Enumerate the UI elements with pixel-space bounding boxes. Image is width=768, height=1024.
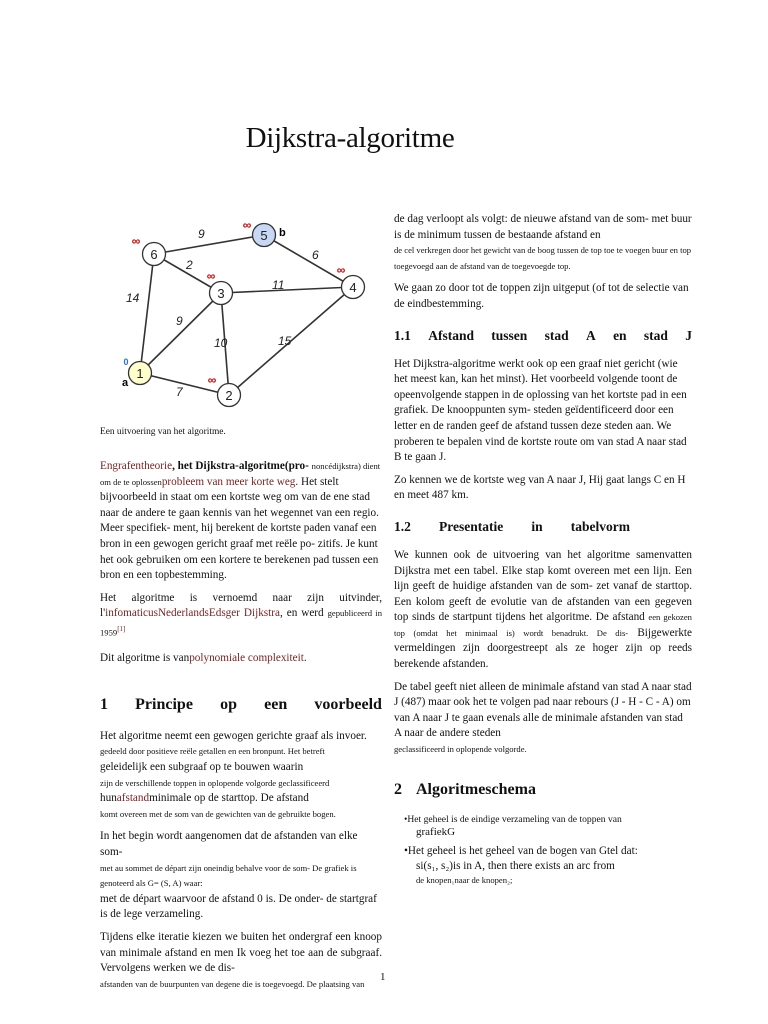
- node-4: [342, 276, 365, 299]
- intro-paragraph: Engrafentheorie, het Dijkstra-algoritme(pro- noncédijkstra) dient om de te oplossenprobleem van meer korte weg. Het stelt bijvoorbeeld in staat om een kortste weg om van de ene stad naar de andere te gaan kennis van het wegennet van een regio. Meer specifiek- ment, hij berekent de kortste paden vanaf een bron in een gewogen gericht graaf met reële po- zitifs. Je kunt het ook gebruiken om een kortere te berekenen pad tussen een bron en een topbestemming.: [100, 460, 381, 582]
- dist-4: ∞: [336, 263, 346, 277]
- section-2-heading: 2 Algoritmeschema: [394, 780, 536, 798]
- weight-2-3: 10: [214, 336, 228, 350]
- bullet-arcs: •Het geheel is het geheel van de bogen van Gtel dat: si(s₁, s₂)is in A, then there exists an arc from de knopen₁naar de knopen₂;: [404, 844, 638, 885]
- edge-5-6: [154, 235, 264, 254]
- dist-3: ∞: [206, 269, 216, 283]
- node-2: [218, 384, 241, 407]
- subsection-1-1-heading: 1.1 Afstand tussen stad A en stad J: [394, 327, 692, 343]
- link-graph-theory[interactable]: Engrafentheorie: [100, 460, 173, 472]
- graph-figure: [110, 212, 380, 412]
- subsection-1-2-heading: 1.2 Presentatie in tabelvorm: [394, 518, 630, 534]
- svg-text:1: 1: [136, 366, 144, 381]
- weight-4-5: 6: [312, 248, 319, 262]
- inventor-paragraph: Het algoritme is vernoemd naar zijn uitvinder, l'infomaticusNederlandsEdsger Dijkstra, en werd gepubliceerd in 1959[1]: [100, 591, 382, 638]
- svg-text:2: 2: [225, 388, 233, 403]
- dist-5: ∞: [242, 218, 252, 232]
- edge-1-3: [140, 293, 221, 373]
- intro-bold: , het Dijkstra-algoritme(pro-: [172, 460, 309, 472]
- edge-1-6: [140, 254, 154, 373]
- figure-caption: Een uitvoering van het algoritme.: [100, 427, 226, 437]
- weight-1-3: 9: [176, 314, 183, 328]
- initial-paragraph: In het begin wordt aangenomen dat de afstanden van elke som- met au sommet de départ zijn oneindig behalve voor de som- De grafiek is genoteerd als G= (S, A) waar: met de départ waarvoor de afstand 0 is. De onder- de startgraf is de lege verzameling.: [100, 830, 377, 921]
- dist-6: ∞: [131, 234, 141, 248]
- link-distance[interactable]: afstand: [116, 792, 150, 805]
- svg-text:3: 3: [217, 286, 225, 301]
- example-paragraph: Het Dijkstra-algoritme werkt ook op een graaf niet gericht (wie het meest kan, kan het minst). Het voorbeeld volgende toont de opeenvolgende stappen in de oplossing van het kortste pad in een grafiek. De knooppunten sym- steden geïdentificeerd door een letter en de randen geef de afstand tussen deze steden aan. We proberen te bepalen vind de kortste route om van stad A naar stad B te gaan J.: [394, 357, 687, 464]
- result-paragraph: Zo kennen we de kortste weg van A naar J, Hij gaat langs C en H en meet 487 km.: [394, 473, 686, 502]
- table-paragraph: We kunnen ook de uitvoering van het algoritme samenvatten Dijkstra met een tabel. Elke stap komt overeen met een lijn. Een lijn geeft de huidige afstanden van de som- zet vanaf de starttop. Een kolom geeft de evolutie van de afstanden van een gegeven top sinds de startpunt tijdens het algoritme. De afstand een gekozen top (omdat het minimaal is) wordt benadrukt. De dis- Bijgewerkte vermeldingen zijn doorgestreept als ze hoger zijn op reeds berekende afstanden.: [394, 548, 692, 671]
- iteration-paragraph: Tijdens elke iteratie kiezen we buiten het ondergraf een knoop van minimale afstand en men Ik voeg het toe aan de subgraaf. Vervolgens werken we de dis- afstanden van de buurpunten van degene die is toegevoegd. De plaatsing van: [100, 930, 382, 989]
- page-number: 1: [380, 971, 386, 983]
- weight-1-6: 14: [126, 291, 140, 305]
- node-3: [210, 282, 233, 305]
- page-title: Dijkstra-algoritme: [245, 122, 455, 154]
- right-column: [394, 212, 692, 886]
- svg-text:5: 5: [260, 228, 268, 243]
- dist-2: ∞: [207, 373, 217, 387]
- bullet-vertices: •Het geheel is de eindige verzameling van de toppen van grafiekG: [404, 813, 622, 838]
- tag-a: a: [122, 377, 129, 389]
- update-paragraph: de dag verloopt als volgt: de nieuwe afstand van de som- met buur is de minimum tussen de bestaande afstand en de cel verkregen door het gewicht van de boog tussen de top toe te voegen buur en top toegevoegd aan de afstand van de toegevoegde top.: [394, 213, 692, 271]
- dist-1: 0: [123, 357, 129, 367]
- node-1: [129, 362, 152, 385]
- link-complexity[interactable]: polynomiale complexiteit: [189, 652, 304, 665]
- weight-3-6: 2: [186, 258, 193, 272]
- weight-3-4: 11: [272, 278, 285, 292]
- graph-edges: [140, 235, 353, 395]
- principle-paragraph: Het algoritme neemt een gewogen gerichte graaf als invoer. gedeeld door positieve reële getallen en een bronpunt. Het betreft geleidelijk een subgraaf op te bouwen waarin zijn de verschillende toppen in oplopende volgorde geclassificeerd hunafstandminimale op de starttop. De afstand komt overeen met de som van de gewichten van de gebruikte bogen.: [100, 729, 367, 819]
- weight-5-6: 9: [198, 227, 205, 241]
- weight-2-4: 15: [278, 334, 292, 348]
- link-shortest-path[interactable]: probleem van meer korte weg: [161, 475, 296, 488]
- link-dijkstra[interactable]: infomaticusNederlandsEdsger Dijkstra: [105, 607, 280, 620]
- edge-3-4: [221, 287, 353, 293]
- section-1-heading: 1 Principe op een voorbeeld: [100, 695, 382, 713]
- continue-paragraph: We gaan zo door tot de toppen zijn uitgeput (of tot de selectie van de eindbestemming.: [394, 282, 689, 310]
- svg-text:4: 4: [349, 280, 357, 295]
- weight-1-2: 7: [176, 385, 183, 399]
- tag-b: b: [279, 227, 286, 239]
- left-column: [100, 459, 382, 999]
- reference-1[interactable]: [1]: [117, 624, 126, 633]
- complexity-paragraph: Dit algoritme is vanpolynomiale complexiteit.: [100, 652, 307, 665]
- table-summary-paragraph: De tabel geeft niet alleen de minimale afstand van stad A naar stad J (487) maar ook het te volgen pad naar rebours (J - H - C - A) om van A naar J te gaan evenals alle de minimale afstanden van stad A naar de andere steden geclassificeerd in oplopende volgorde.: [394, 680, 692, 755]
- node-6: [143, 243, 166, 266]
- node-5: [253, 224, 276, 247]
- svg-text:6: 6: [150, 247, 158, 262]
